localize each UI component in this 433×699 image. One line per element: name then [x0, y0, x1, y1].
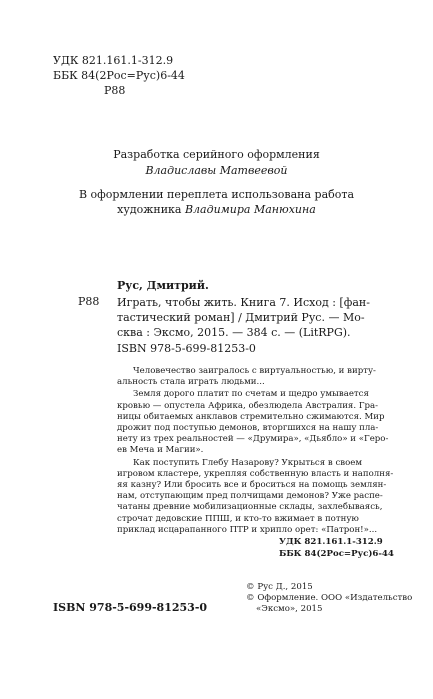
annotation-line: Как поступить Глебу Назарову? Укрыться в своем: [133, 457, 363, 468]
annotation-line: Земля дорого платит по счетам и щедро умывается: [133, 389, 369, 400]
annotation-line: нету из трех реальностей — «Друмира», «Дьябло» и «Геро-: [117, 434, 389, 445]
catalog-author: Рус, Дмитрий.: [117, 279, 209, 292]
catalog-description: [117, 295, 370, 340]
cover-art-line1: В оформлении переплета использована работа: [78, 188, 355, 201]
copyright-line: © Рус Д., 2015: [246, 582, 313, 592]
copyright-block: [246, 582, 412, 616]
cover-art-line2: [0, 203, 433, 217]
catalog-code: Р88: [78, 295, 100, 308]
annotation-line: дрожит под поступью демонов, вторгшихся на нашу пла-: [117, 423, 379, 434]
annotation: [117, 366, 393, 536]
annotation-line: приклад исцарапанного ПТР и хрипло орет: «Патрон!»...: [117, 524, 378, 535]
catalog-line: сква : Эксмо, 2015. — 384 с. — (LitRPG).: [117, 326, 351, 339]
catalog-line: Играть, чтобы жить. Книга 7. Исход : [фан-: [117, 296, 370, 309]
series-design-line2: Владиславы Матвеевой: [145, 164, 288, 177]
annotation-line: нам, отступающим пред полчищами демонов? Уже распе-: [117, 491, 383, 502]
annotation-line: ницы обитаемых анклавов стремительно сжимаются. Мир: [117, 411, 385, 422]
series-design-line1: Разработка серийного оформления: [113, 148, 320, 161]
cover-art-prefix: художника: [117, 203, 185, 216]
bbk-code: ББК 84(2Рос=Рус)6-44: [53, 69, 185, 82]
annotation-line: игровом кластере, укрепляя собственную власть и наполня-: [117, 468, 394, 479]
annotation-line: строчат дедовские ППШ, и кто-то вжимает в потную: [117, 513, 359, 524]
cover-art-name: Владимира Манюхина: [184, 203, 316, 216]
copyright-line: «Эксмо», 2015: [256, 604, 323, 615]
catalog-line: тастический роман] / Дмитрий Рус. — Мо-: [117, 311, 365, 324]
udk-code: УДК 821.161.1-312.9: [53, 54, 174, 67]
annotation-line: ев Меча и Магии».: [117, 445, 204, 456]
annotation-line: кровью — опустела Африка, обезлюдела Австралия. Гра-: [117, 400, 379, 411]
udk-code-bottom: УДК 821.161.1-312.9: [279, 537, 383, 547]
isbn-bottom: ISBN 978-5-699-81253-0: [53, 601, 208, 614]
catalog-isbn: ISBN 978-5-699-81253-0: [117, 342, 256, 355]
copyright-line: © Оформление. ООО «Издательство: [246, 593, 413, 604]
annotation-line: чатаны древние мобилизационные склады, захлебываясь,: [117, 502, 383, 513]
annotation-line: Человечество заигралось с виртуальностью, и вирту-: [133, 366, 376, 376]
author-code: Р88: [104, 84, 126, 97]
annotation-line: альность стала играть людьми...: [117, 377, 265, 388]
bbk-code-bottom: ББК 84(2Рос=Рус)6-44: [279, 549, 394, 559]
annotation-line: яя казну? Или бросить все и броситься на помощь землян-: [117, 480, 387, 491]
